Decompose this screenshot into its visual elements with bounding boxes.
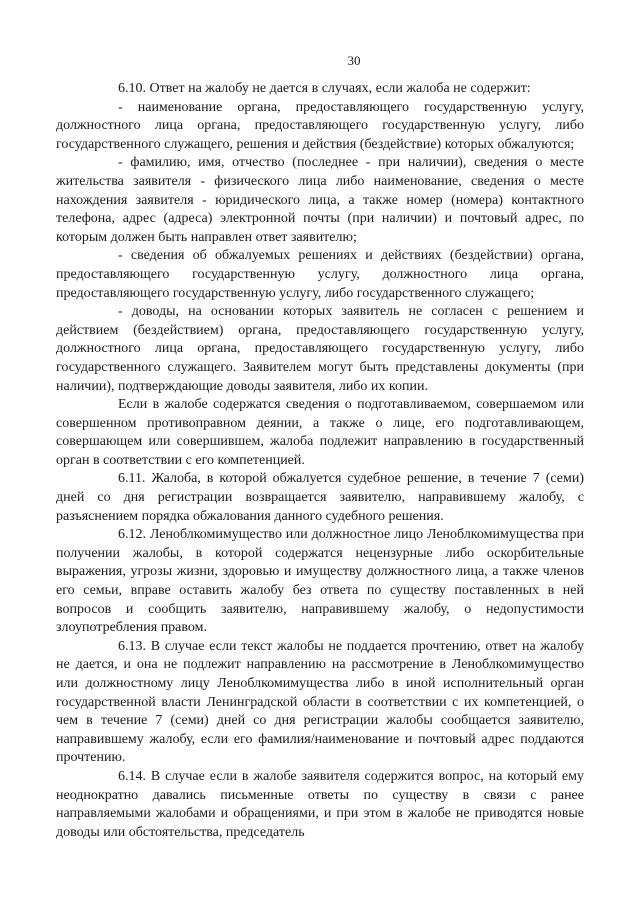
document-body (56, 80, 584, 842)
list-item-appealed-decisions: - сведения об обжалуемых решениях и действиях (бездействии) органа, предоставляющего государственную услугу, должностного лица органа, предоставляющего государственную услугу, либо государственного служащего; (56, 248, 584, 301)
paragraph-6-13: 6.13. В случае если текст жалобы не поддается прочтению, ответ на жалобу не дается, и она не подлежит направлению на рассмотрение в Леноблкомимущество или должностному лицу Леноблкомимущества либо в иной исполнительный орган государственной власти Ленинградской области в соответствии с их компетенцией, о чем в течение 7 (семи) дней со дня регистрации жалобы сообщается заявителю, направившему жалобу, если его фамилия/наименование и почтовый адрес поддаются прочтению. (56, 638, 584, 766)
paragraph-6-12: 6.12. Леноблкомимущество или должностное лицо Леноблкомимущества при получении жалобы, в которой содержатся нецензурные либо оскорбительные выражения, угрозы жизни, здоровью и имуществу должностного лица, а также членов его семьи, вправе оставить жалобу без ответа по существу поставленных в ней вопросов и сообщить заявителю, направившему жалобу, о недопустимости злоупотребления правом. (56, 527, 584, 636)
list-item-applicant-details: - фамилию, имя, отчество (последнее - при наличии), сведения о месте жительства заявителя - физического лица либо наименование, сведения о месте нахождения заявителя - юридического лица, а также номер (номера) контактного телефона, адрес (адреса) электронной почты (при наличии) и почтовый адрес, по которым должен быть направлен ответ заявителю; (56, 155, 584, 245)
list-item-arguments: - доводы, на основании которых заявитель не согласен с решением и действием (бездействием) органа, предоставляющего государственную услугу, должностного лица органа, предоставляющего государственную услугу, либо государственного служащего. Заявителем могут быть представлены документы (при наличии), подтверждающие доводы заявителя, либо их копии. (56, 304, 584, 394)
list-item-authority-name: - наименование органа, предоставляющего государственную услугу, должностного лица органа, предоставляющего государственную услугу, либо государственного служащего, решения и действия (бездействие) которых обжалуются; (56, 99, 584, 152)
paragraph-6-14: 6.14. В случае если в жалобе заявителя содержится вопрос, на который ему неоднократно давались письменные ответы по существу в связи с ранее направляемыми жалобами и обращениями, и при этом в жалобе не приводятся новые доводы или обстоятельства, председатель (56, 768, 584, 840)
page-number: 30 (347, 53, 361, 68)
paragraph-unlawful-act: Если в жалобе содержатся сведения о подготавливаемом, совершаемом или совершенном противоправном деянии, а также о лице, его подготавливающем, совершающем или совершившем, жалоба подлежит направлению в государственный орган в соответствии с его компетенцией. (56, 397, 584, 468)
paragraph-6-10: 6.10. Ответ на жалобу не дается в случаях, если жалоба не содержит: (118, 81, 531, 96)
paragraph-6-11: 6.11. Жалоба, в которой обжалуется судебное решение, в течение 7 (семи) дней со дня регистрации возвращается заявителю, направившему жалобу, с разъяснением порядка обжалования данного судебного решения. (56, 471, 584, 524)
